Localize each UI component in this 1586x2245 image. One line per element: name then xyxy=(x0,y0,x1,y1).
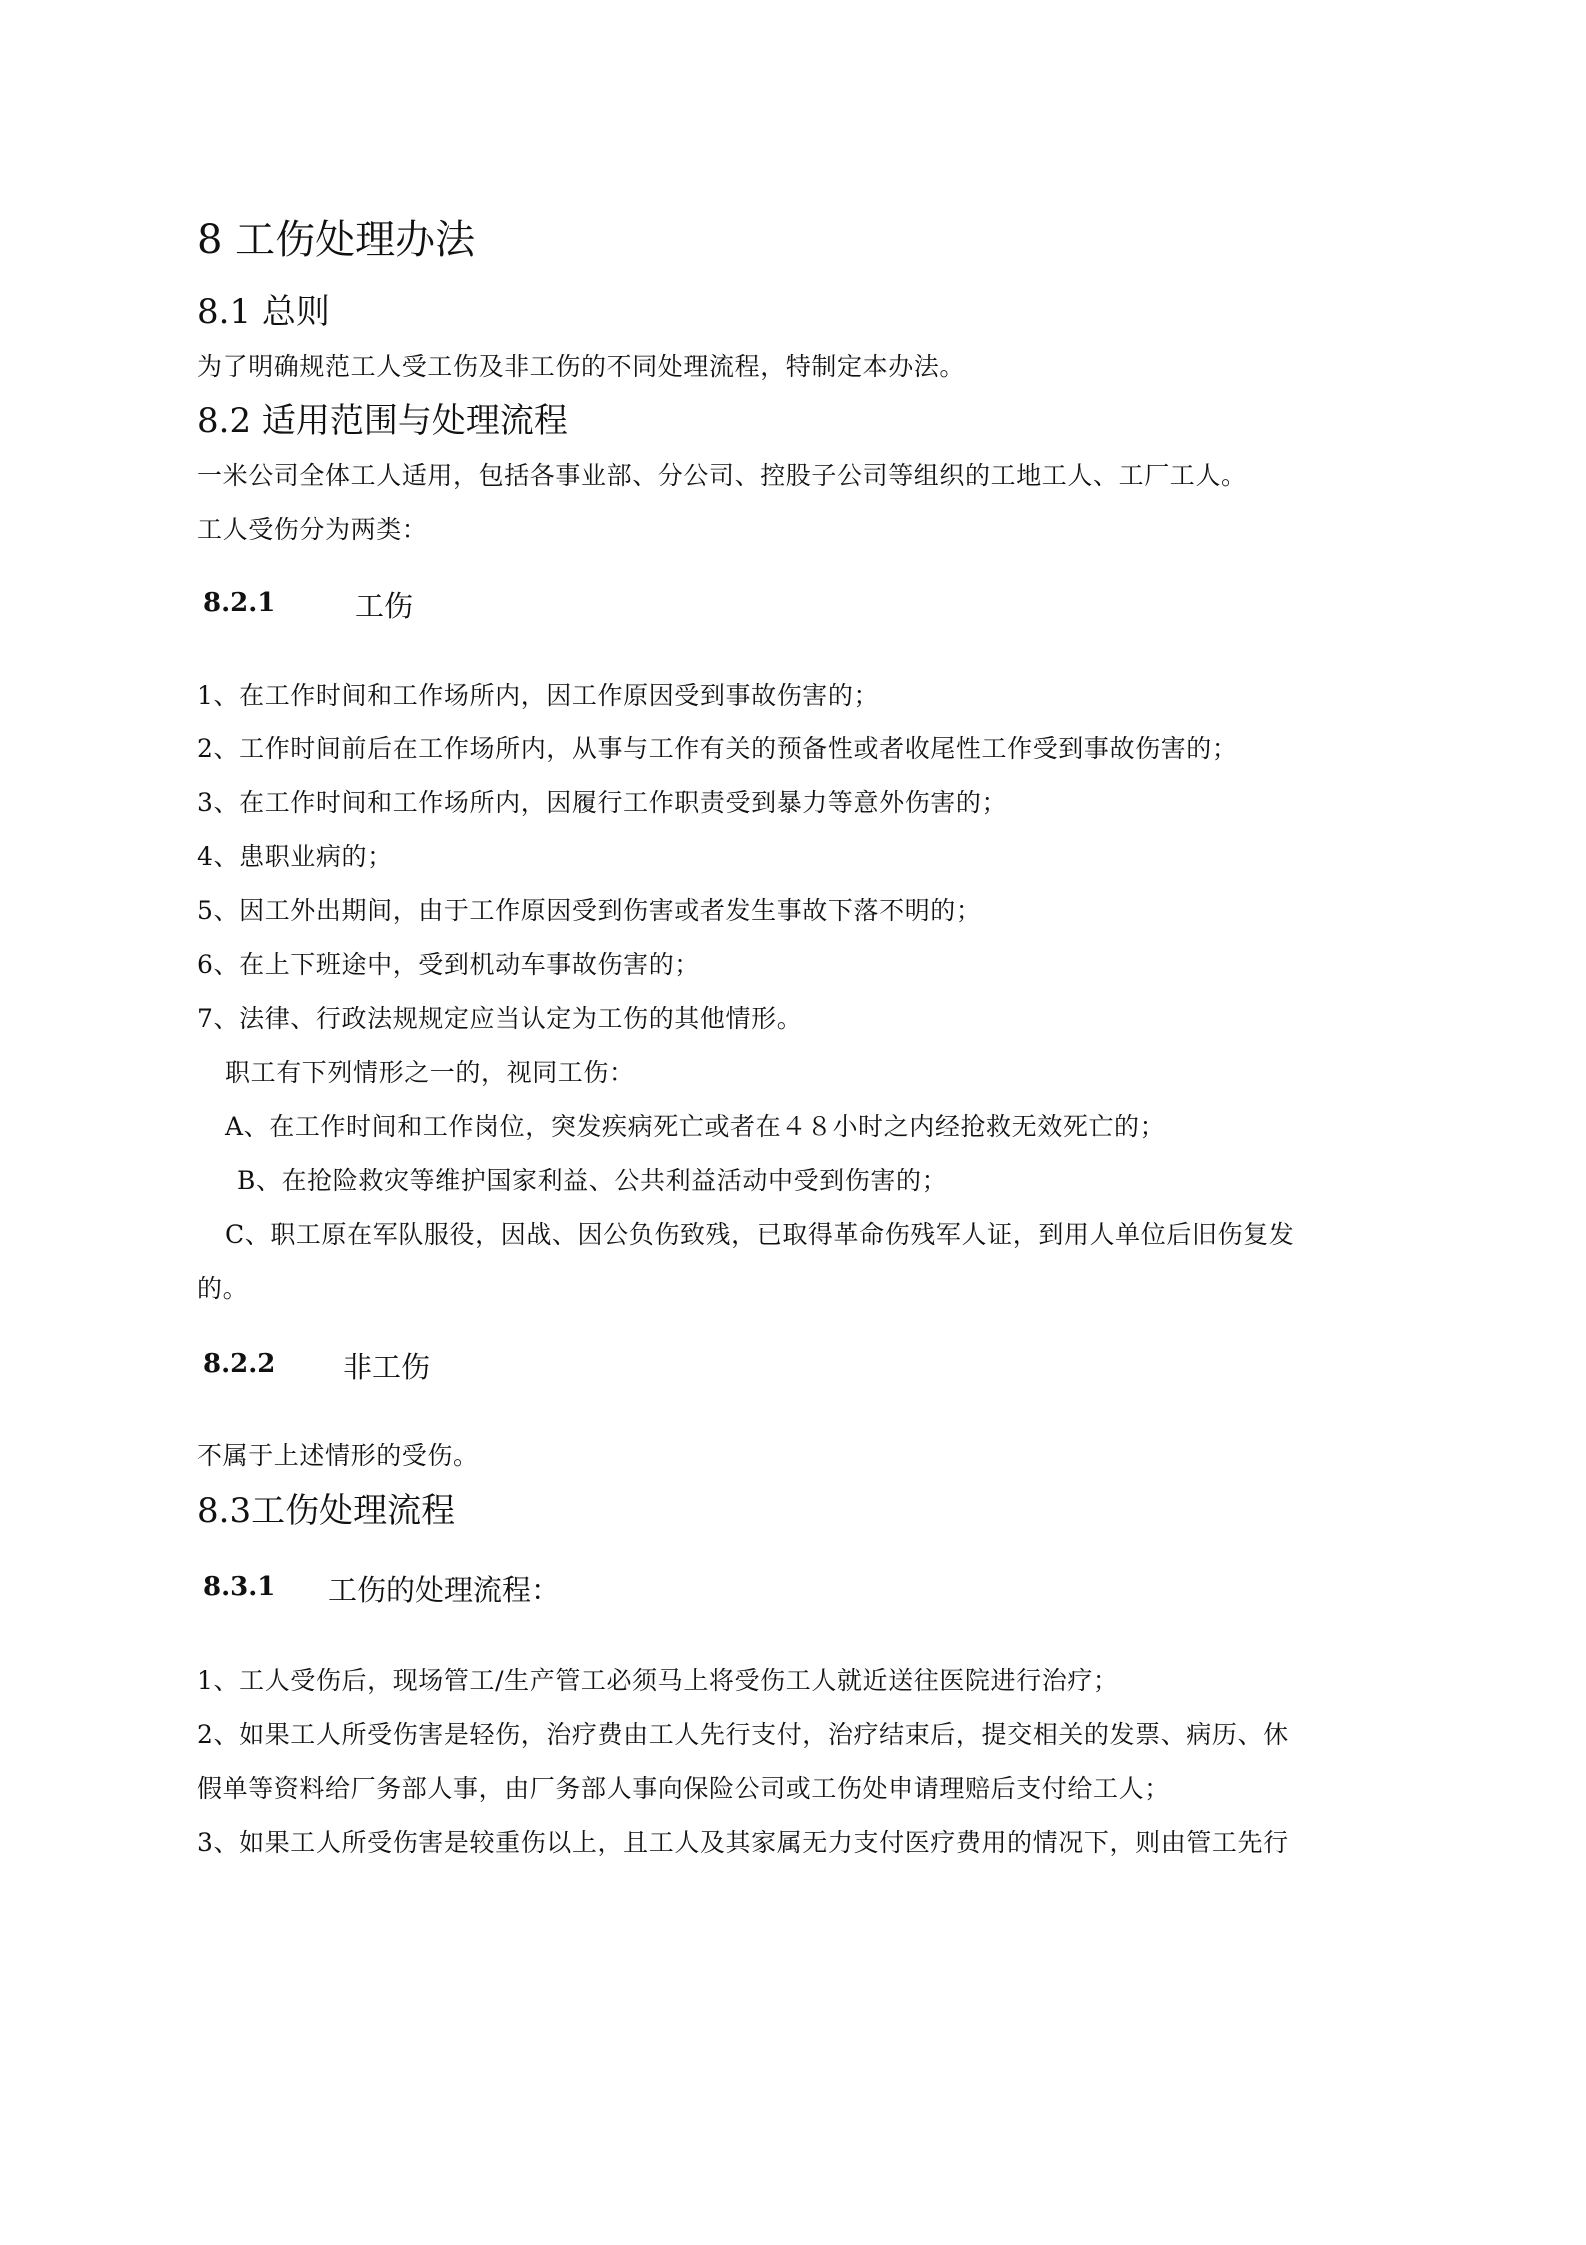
list-item: 1、在工作时间和工作场所内，因工作原因受到事故伤害的； xyxy=(197,681,880,710)
section-heading-8-2: 8.2 适用范围与处理流程 xyxy=(197,401,568,441)
subsection-number: 8.2.2 xyxy=(203,1349,276,1379)
subsection-title: 工伤 xyxy=(355,589,414,623)
list-item: 6、在上下班途中，受到机动车事故伤害的； xyxy=(197,950,700,979)
list-item: 2、工作时间前后在工作场所内，从事与工作有关的预备性或者收尾性工作受到事故伤害的； xyxy=(197,734,1238,763)
chapter-title: 8 工伤处理办法 xyxy=(197,217,476,263)
subsection-number: 8.2.1 xyxy=(203,588,276,618)
paragraph: 工人受伤分为两类： xyxy=(197,515,428,544)
list-item: 3、如果工人所受伤害是较重伤以上，且工人及其家属无力支付医疗费用的情况下，则由管工先行 xyxy=(197,1828,1289,1857)
list-item: 7、法律、行政法规规定应当认定为工伤的其他情形。 xyxy=(197,1004,803,1033)
paragraph: 为了明确规范工人受工伤及非工伤的不同处理流程，特制定本办法。 xyxy=(197,352,966,381)
list-item: 4、患职业病的； xyxy=(197,842,393,871)
paragraph: 职工有下列情形之一的，视同工伤： xyxy=(225,1058,635,1087)
subsection-title: 工伤的处理流程： xyxy=(328,1573,561,1607)
list-item-continuation: 假单等资料给厂务部人事，由厂务部人事向保险公司或工伤处申请理赔后支付给工人； xyxy=(197,1774,1170,1803)
list-item-continuation: 的。 xyxy=(197,1274,249,1303)
list-item: 3、在工作时间和工作场所内，因履行工作职责受到暴力等意外伤害的； xyxy=(197,788,1008,817)
subsection-number: 8.3.1 xyxy=(203,1572,276,1602)
section-heading-8-3: 8.3工伤处理流程 xyxy=(197,1491,456,1531)
list-item: 2、如果工人所受伤害是轻伤，治疗费由工人先行支付，治疗结束后，提交相关的发票、病历、休 xyxy=(197,1720,1289,1749)
subsection-title: 非工伤 xyxy=(343,1350,431,1384)
list-item: C、职工原在军队服役，因战、因公负伤致残，已取得革命伤残军人证，到用人单位后旧伤复发 xyxy=(225,1220,1295,1249)
list-item: B、在抢险救灾等维护国家利益、公共利益活动中受到伤害的； xyxy=(237,1166,948,1195)
section-heading-8-1: 8.1 总则 xyxy=(197,292,330,332)
list-item: A、在工作时间和工作岗位，突发疾病死亡或者在４８小时之内经抢救无效死亡的； xyxy=(225,1112,1166,1141)
paragraph: 一米公司全体工人适用，包括各事业部、分公司、控股子公司等组织的工地工人、工厂工人。 xyxy=(197,461,1247,490)
paragraph: 不属于上述情形的受伤。 xyxy=(197,1441,479,1470)
list-item: 5、因工外出期间，由于工作原因受到伤害或者发生事故下落不明的； xyxy=(197,896,982,925)
list-item: 1、工人受伤后，现场管工/生产管工必须马上将受伤工人就近送往医院进行治疗； xyxy=(197,1666,1119,1695)
